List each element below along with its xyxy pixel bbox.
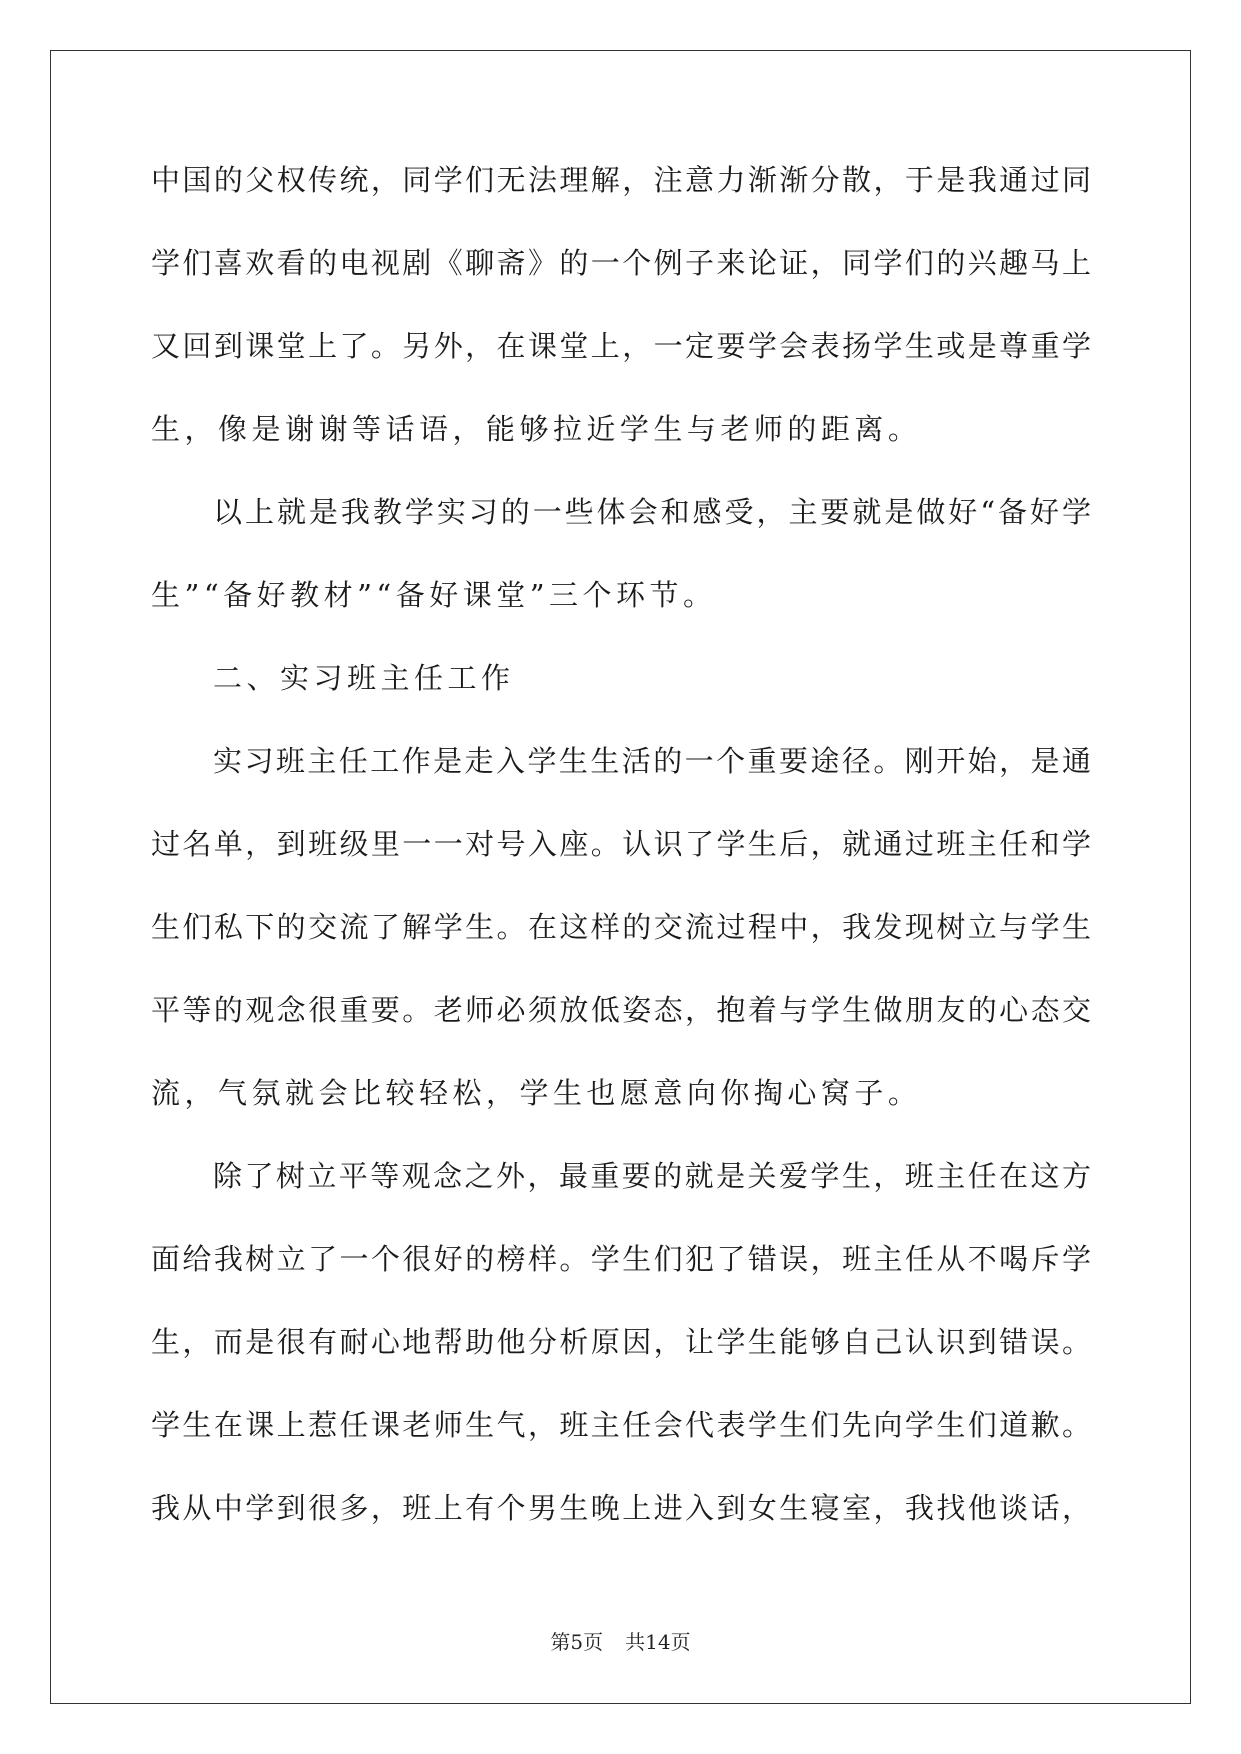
- text-line: [151, 1488, 1091, 1571]
- section-heading: [151, 658, 1091, 741]
- text-line: [151, 1322, 1091, 1405]
- line-text: 流，气氛就会比较轻松，学生也愿意向你掏心窝子。: [151, 1076, 922, 1110]
- line-text: 中国的父权传统，同学们无法理解，注意力渐渐分散，于是我通过同: [151, 163, 1091, 197]
- text-line: [151, 326, 1091, 409]
- page-total: 共14页: [625, 1630, 691, 1654]
- line-text: 学们喜欢看的电视剧《聊斋》的一个例子来论证，同学们的兴趣马上: [151, 246, 1091, 280]
- line-text: 平等的观念很重要。老师必须放低姿态，抱着与学生做朋友的心态交: [151, 993, 1091, 1027]
- text-line: [151, 575, 1091, 658]
- text-line: [151, 160, 1091, 243]
- line-text: 生”“备好教材”“备好课堂”三个环节。: [151, 578, 717, 612]
- page-footer: [0, 1626, 1241, 1655]
- text-line: [151, 492, 1091, 575]
- line-text: 过名单，到班级里一一对号入座。认识了学生后，就通过班主任和学: [151, 827, 1091, 861]
- text-line: [151, 1073, 1091, 1156]
- line-text: 生们私下的交流了解学生。在这样的交流过程中，我发现树立与学生: [151, 910, 1091, 944]
- text-line: [151, 1239, 1091, 1322]
- line-text: 实习班主任工作是走入学生生活的一个重要途径。刚开始，是通: [213, 744, 1091, 778]
- text-line: [151, 824, 1091, 907]
- text-line: [151, 741, 1091, 824]
- page-number: 第5页: [550, 1630, 604, 1654]
- text-line: [151, 1405, 1091, 1488]
- line-text: 生，像是谢谢等话语，能够拉近学生与老师的距离。: [151, 412, 922, 446]
- text-line: [151, 1156, 1091, 1239]
- text-line: [151, 409, 1091, 492]
- line-text: 生，而是很有耐心地帮助他分析原因，让学生能够自己认识到错误。: [151, 1325, 1091, 1359]
- line-text: 除了树立平等观念之外，最重要的就是关爱学生，班主任在这方: [213, 1159, 1091, 1193]
- line-text: 面给我树立了一个很好的榜样。学生们犯了错误，班主任从不喝斥学: [151, 1242, 1091, 1276]
- text-line: [151, 907, 1091, 990]
- line-text: 我从中学到很多，班上有个男生晚上进入到女生寝室，我找他谈话，: [151, 1491, 1091, 1525]
- text-line: [151, 990, 1091, 1073]
- line-text: 以上就是我教学实习的一些体会和感受，主要就是做好“备好学: [213, 495, 1091, 529]
- line-text: 又回到课堂上了。另外，在课堂上，一定要学会表扬学生或是尊重学: [151, 329, 1091, 363]
- document-body: [151, 160, 1091, 1571]
- text-line: [151, 243, 1091, 326]
- heading-text: 二、实习班主任工作: [213, 661, 515, 695]
- line-text: 学生在课上惹任课老师生气，班主任会代表学生们先向学生们道歉。: [151, 1408, 1091, 1442]
